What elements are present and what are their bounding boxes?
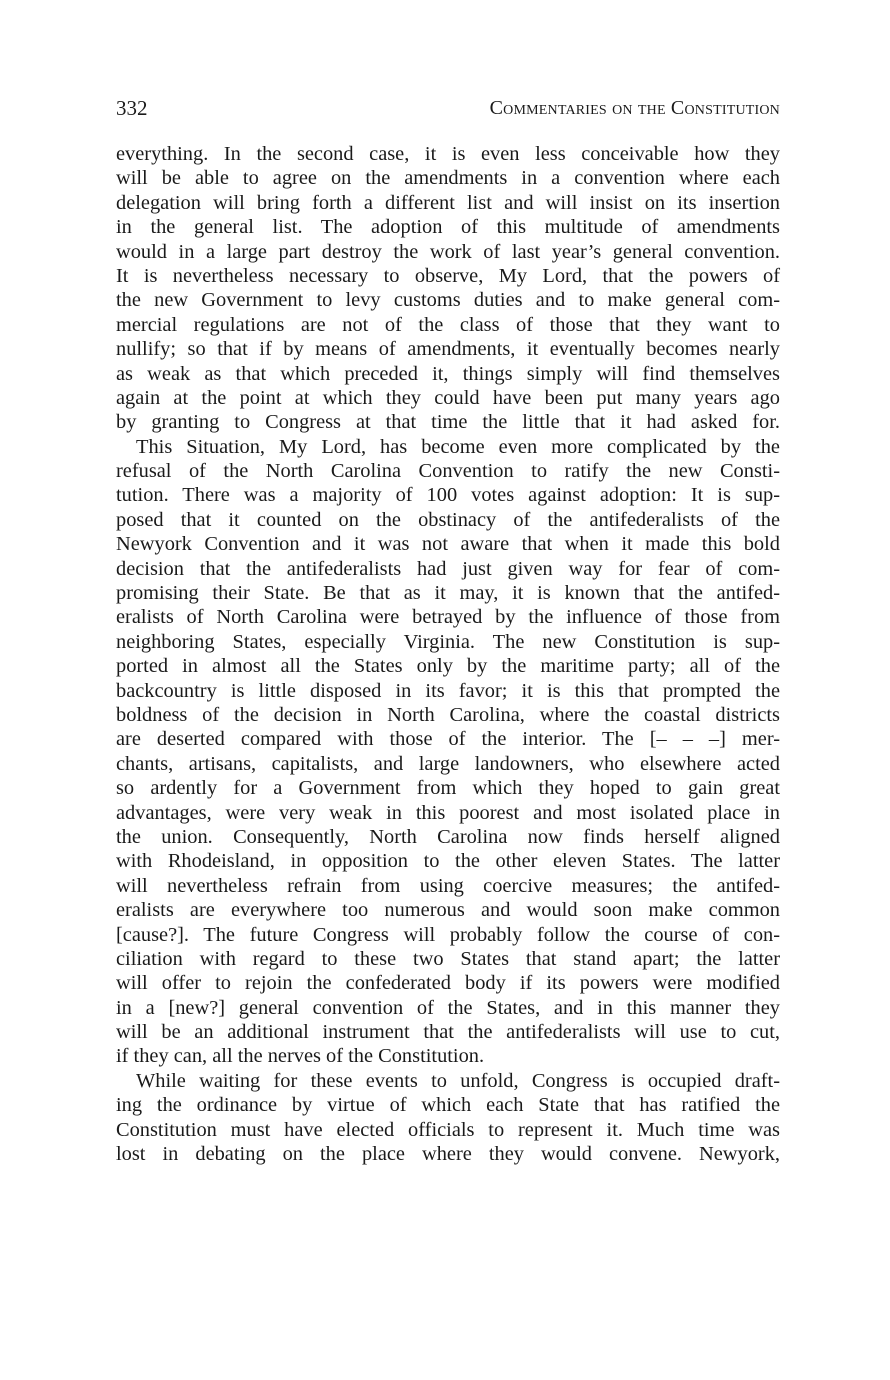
text-line: as weak as that which preceded it, things simply will find themselves [116,362,780,385]
text-line: While waiting for these events to unfold, Congress is occupied draft- [136,1069,780,1092]
text-line: by granting to Congress at that time the little that it had asked for. [116,411,780,434]
text-line: the union. Consequently, North Carolina now finds herself aligned [116,825,780,848]
text-line: eralists are everywhere too numerous and would soon make common [116,899,780,922]
paragraph [116,1069,780,1167]
body-text [116,142,780,1166]
text-line: are deserted compared with those of the interior. The [– – –] mer- [116,728,780,751]
text-line: in the general list. The adoption of this multitude of amendments [116,216,780,239]
paragraph [116,435,780,1069]
text-line: It is nevertheless necessary to observe, My Lord, that the powers of [116,264,780,287]
text-line: will be an additional instrument that the antifederalists will use to cut, [116,1021,780,1044]
text-line: Newyork Convention and it was not aware that when it made this bold [116,533,780,556]
text-line: again at the point at which they could have been put many years ago [116,386,780,409]
text-line: [cause?]. The future Congress will probably follow the course of con- [116,923,780,946]
text-line: mercial regulations are not of the class of those that they want to [116,313,780,336]
page-header [116,94,780,122]
text-line: everything. In the second case, it is even less conceivable how they [116,143,780,165]
text-line: chants, artisans, capitalists, and large landowners, who elsewhere acted [116,752,780,775]
running-head: Commentaries on the Constitution [489,97,780,119]
text-line: the new Government to levy customs duties and to make general com- [116,289,780,312]
text-line: lost in debating on the place where they would convene. Newyork, [116,1143,780,1166]
paragraph [116,142,780,435]
text-line: decision that the antifederalists had just given way for fear of com- [116,557,780,580]
text-line: so ardently for a Government from which they hoped to gain great [116,777,780,800]
text-line: will nevertheless refrain from using coercive measures; the antifed- [116,874,780,897]
text-line: tution. There was a majority of 100 votes against adoption: It is sup- [116,484,780,507]
text-line: will be able to agree on the amendments in a convention where each [116,167,780,190]
text-line: backcountry is little disposed in its favor; it is this that prompted the [116,679,780,702]
text-line: neighboring States, especially Virginia. The new Constitution is sup- [116,630,780,653]
text-line: delegation will bring forth a different list and will insist on its insertion [116,191,780,214]
text-line: nullify; so that if by means of amendments, it eventually becomes nearly [116,338,780,361]
text-line: promising their State. Be that as it may, it is known that the antifed- [116,582,780,605]
text-line: ciliation with regard to these two States that stand apart; the latter [116,947,780,970]
text-line: ported in almost all the States only by the maritime party; all of the [116,655,780,678]
text-line: boldness of the decision in North Carolina, where the coastal districts [116,703,780,726]
text-line: Constitution must have elected officials to represent it. Much time was [116,1118,780,1141]
text-line: with Rhodeisland, in opposition to the other eleven States. The latter [116,850,780,873]
text-line: if they can, all the nerves of the Constitution. [116,1045,485,1068]
text-line: would in a large part destroy the work of last year’s general convention. [116,240,780,263]
text-line: will offer to rejoin the confederated body if its powers were modified [116,972,780,995]
text-line: ing the ordinance by virtue of which each State that has ratified the [116,1094,780,1117]
text-line: refusal of the North Carolina Convention to ratify the new Consti- [116,460,780,483]
text-line: eralists of North Carolina were betrayed by the influence of those from [116,606,780,629]
text-line: posed that it counted on the obstinacy of the antifederalists of the [116,508,780,531]
page-number: 332 [116,96,148,120]
text-line: in a [new?] general convention of the States, and in this manner they [116,996,780,1019]
text-line: This Situation, My Lord, has become even more complicated by the [136,435,780,458]
text-line: advantages, were very weak in this poorest and most isolated place in [116,801,780,824]
